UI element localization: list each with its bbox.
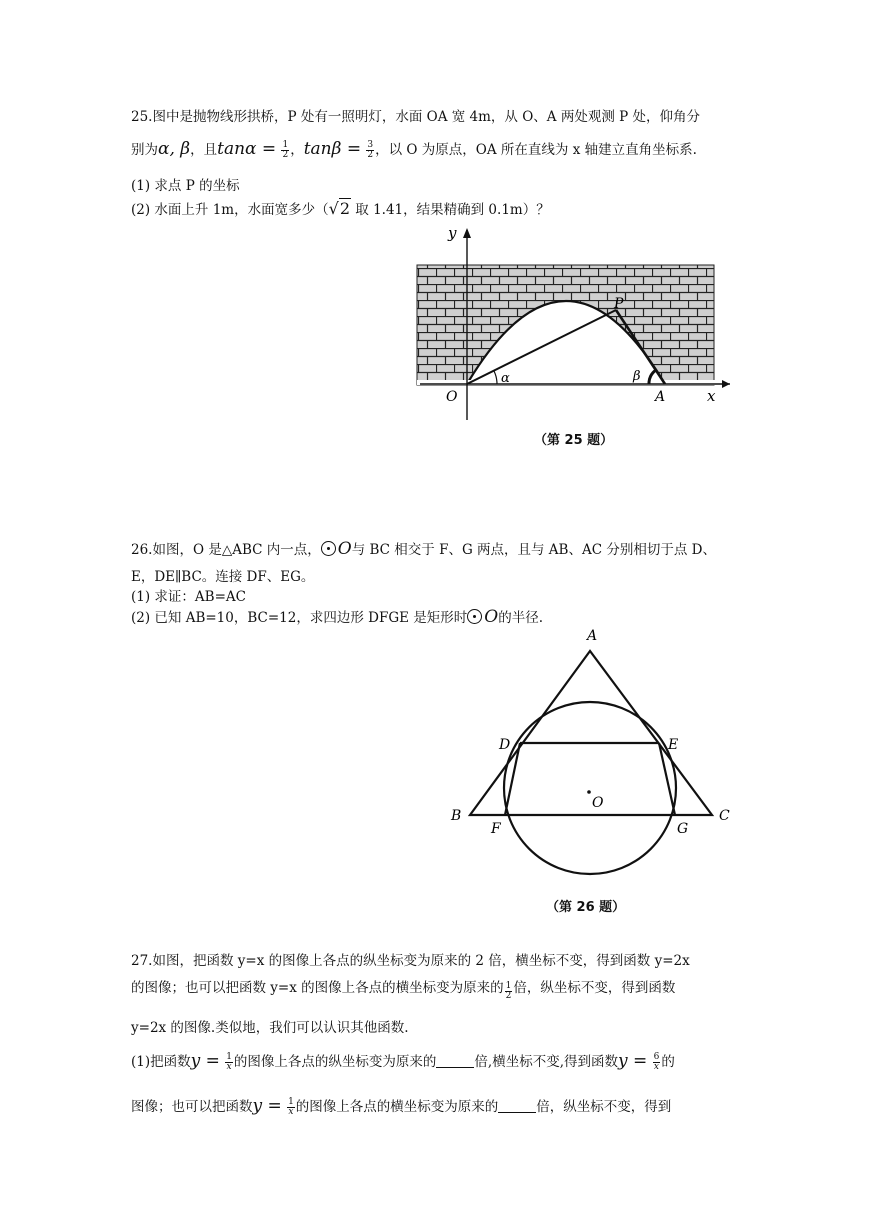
q25-part-2-text-a: (2) 水面上升 1m，水面宽多少（	[131, 202, 329, 218]
answer-blank[interactable]	[498, 1112, 536, 1113]
label-F: F	[491, 821, 501, 837]
q26-circle-label-2: O	[484, 607, 499, 627]
q27-frac-1-x: $\frac{1}{x}$	[226, 1052, 232, 1072]
q25-angles: α, β	[158, 139, 191, 159]
q27-text-line-2	[131, 979, 675, 1001]
q26-part-2-text-a: (2) 已知 AB=10，BC=12，求四边形 DFGE 是矩形时	[131, 610, 468, 626]
center-point	[587, 790, 591, 794]
q26-circle-label: O	[337, 539, 352, 559]
q27-y-eq: y =	[190, 1051, 220, 1071]
label-y: y	[448, 224, 457, 242]
q26-part-2-text-b: 的半径.	[498, 610, 544, 626]
q25-tan-alpha: tanα =	[217, 139, 277, 159]
q27-text: 的图像；也可以把函数 y=x 的图像上各点的横坐标变为原来的	[131, 980, 504, 996]
circle-dot-icon	[467, 609, 482, 624]
q25-part-2-text-b: 取 1.41，结果精确到 0.1m）？	[351, 202, 550, 218]
q26-caption: （第 26 题）	[546, 900, 626, 915]
q27-y-eq: y =	[618, 1051, 648, 1071]
label-alpha: α	[501, 371, 510, 386]
q27-text-line-4	[131, 1052, 675, 1072]
q27-text: 倍，纵坐标不变，得到函数	[513, 980, 676, 996]
label-beta: β	[633, 369, 641, 384]
q25-text: ，且	[190, 142, 218, 158]
q27-text: 的图像上各点的横坐标变为原来的	[295, 1099, 499, 1115]
label-x: x	[707, 387, 716, 405]
label-C: C	[719, 808, 730, 824]
q27-text: 的图像上各点的纵坐标变为原来的	[233, 1054, 437, 1070]
q25-caption: （第 25 题）	[534, 433, 614, 448]
q25-part-2	[131, 200, 550, 219]
q27-text: 倍，纵坐标不变，得到	[536, 1099, 672, 1115]
label-D: D	[499, 737, 511, 753]
q25-sep: ，	[290, 142, 304, 158]
label-A: A	[587, 628, 598, 644]
segment-DF	[505, 743, 520, 815]
label-G: G	[677, 821, 689, 837]
q27-y-eq: y =	[252, 1096, 282, 1116]
q26-text: 与 BC 相交于 F、G 两点，且与 AB、AC 分别相切于点 D、	[351, 542, 716, 558]
answer-blank[interactable]	[436, 1067, 474, 1068]
label-P: P	[614, 296, 624, 312]
label-O: O	[446, 389, 458, 405]
q25-text-line-1: 25.图中是抛物线形拱桥，P 处有一照明灯，水面 OA 宽 4m，从 O、A 两处观测 P 处，仰角分	[131, 109, 700, 125]
x-axis-arrow-icon	[722, 380, 730, 388]
q27-text-line-1: 27.如图，把函数 y=x 的图像上各点的纵坐标变为原来的 2 倍，横坐标不变，得到函数 y=2x	[131, 953, 690, 969]
q26-part-1: (1) 求证：AB=AC	[131, 589, 246, 605]
circle-O	[504, 702, 679, 874]
q25-text-line-2	[131, 140, 697, 160]
q26-text: 26.如图，O 是△ABC 内一点，	[131, 542, 321, 558]
q26-text-line-2: E，DE∥BC。连接 DF、EG。	[131, 569, 315, 585]
q25-text: 别为	[131, 142, 158, 158]
q27-frac-1-x: $\frac{1}{x}$	[288, 1097, 294, 1117]
q26-text-line-1	[131, 540, 716, 559]
q27-text: (1)把函数	[131, 1054, 191, 1070]
label-A: A	[655, 389, 666, 405]
q25-text: ，以 O 为原点，OA 所在直线为 x 轴建立直角坐标系.	[375, 142, 697, 158]
q25-tan-beta: tanβ =	[303, 139, 362, 159]
q25-frac-alpha: $\frac{1}{2}$	[282, 140, 289, 160]
q27-text: 倍,横坐标不变,得到函数	[474, 1054, 619, 1070]
circle-dot-icon	[321, 541, 336, 556]
sqrt-icon: √	[328, 199, 339, 218]
q25-figure	[400, 220, 740, 420]
label-E: E	[668, 737, 679, 753]
q27-half: $\frac{1}{2}$	[505, 981, 512, 1001]
q27-text: 的	[661, 1054, 675, 1070]
y-axis-arrow-icon	[463, 228, 471, 238]
q27-text-line-5	[131, 1097, 671, 1117]
q25-part-1: (1) 求点 P 的坐标	[131, 178, 240, 194]
q25-sqrt-value: 2	[339, 199, 350, 218]
q27-text: 图像；也可以把函数	[131, 1099, 253, 1115]
q25-frac-beta: $\frac{3}{2}$	[367, 140, 374, 160]
label-B: B	[451, 808, 462, 824]
q27-frac-6-x: $\frac{6}{x}$	[653, 1052, 660, 1072]
q26-figure	[440, 625, 750, 895]
q27-text-line-3: y=2x 的图像.类似地，我们可以认识其他函数.	[131, 1020, 409, 1036]
label-O: O	[592, 795, 604, 811]
